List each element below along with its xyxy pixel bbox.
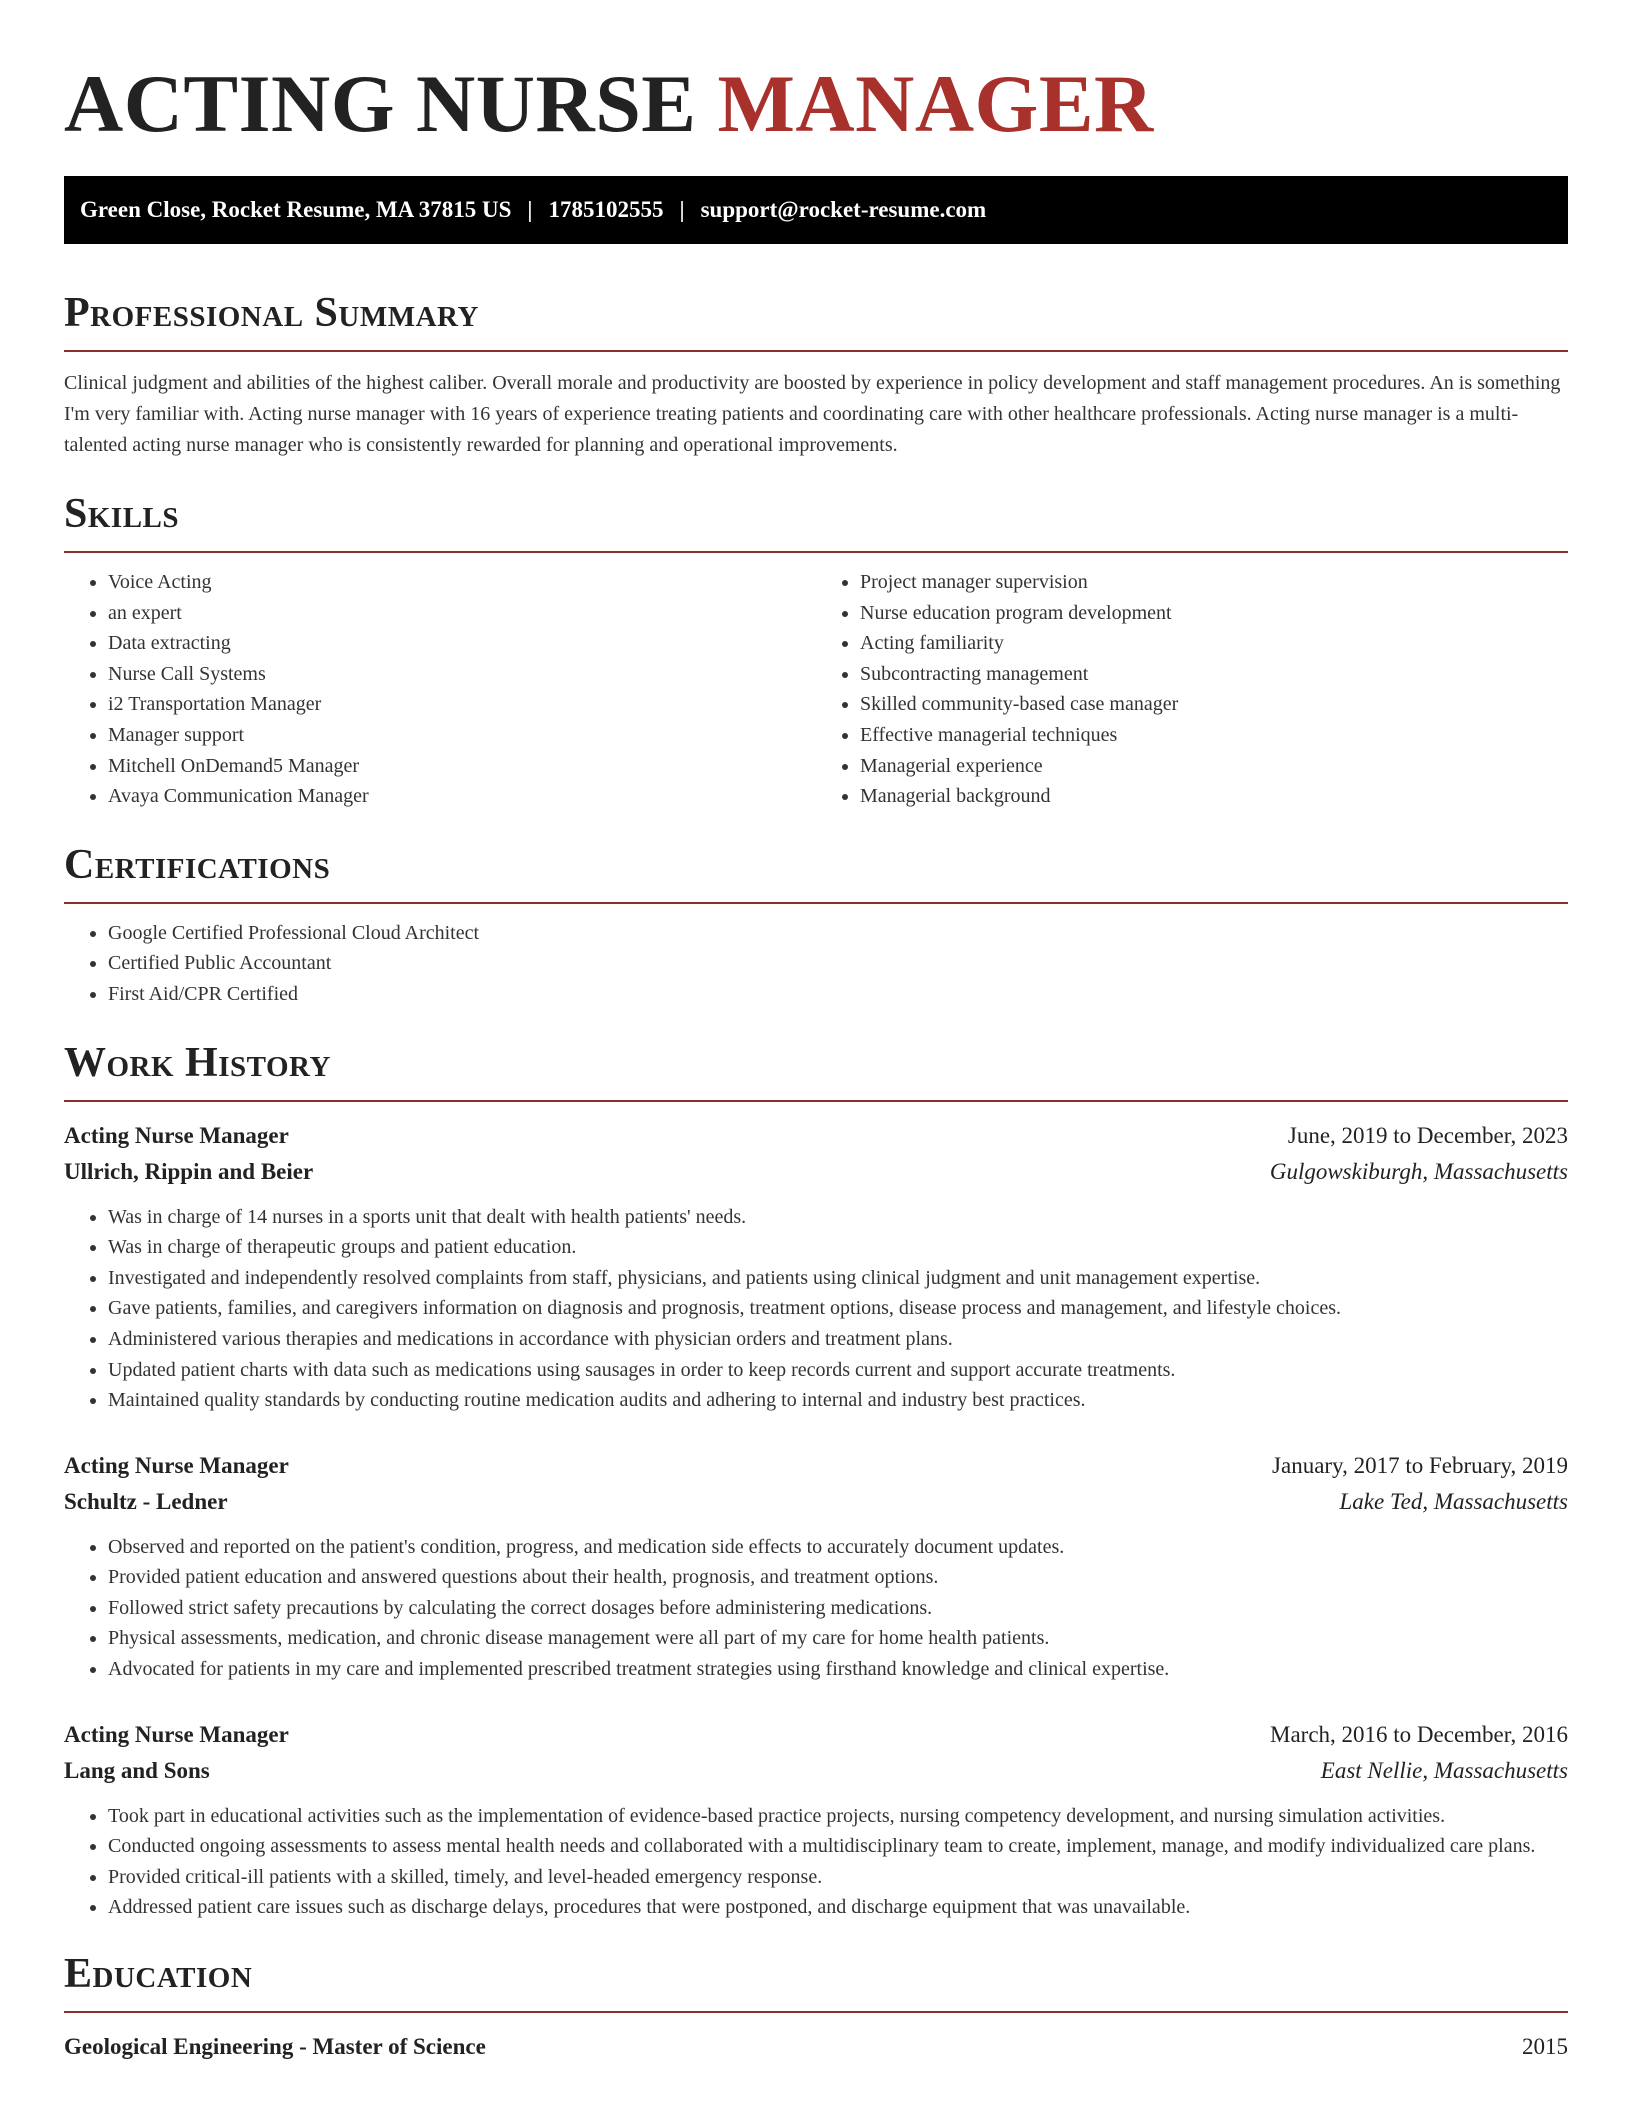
job-location: Gulgowskiburgh, Massachusetts	[1269, 1158, 1568, 1184]
skills-column-right	[816, 553, 1568, 812]
job-bullet: • Gave patients, families, and caregivers information on diagnosis and prognosis, treatment options, disease process and management, and lifestyle choices.	[108, 1293, 1568, 1324]
contact-address: Green Close, Rocket Resume, MA 37815 US	[80, 197, 512, 222]
contact-separator: |	[679, 197, 685, 222]
education-section	[64, 1949, 1568, 2065]
job-bullet: • Advocated for patients in my care and implemented prescribed treatment strategies using firsthand knowledge and clinical expertise.	[108, 1654, 1568, 1685]
skill-item: • Effective managerial techniques	[860, 720, 1568, 751]
job-company: Lang and Sons	[64, 1757, 210, 1783]
skill-item: • Data extracting	[108, 628, 816, 659]
job-bullets	[64, 1532, 1568, 1685]
job-entry	[64, 1717, 1568, 1923]
summary-text: Clinical judgment and abilities of the highest caliber. Overall morale and productivity are boosted by experience in policy development and staff management procedures. An is something I'm very familiar with. Acting nurse manager with 16 years of experience treating patients and coordinating care with other healthcare professionals. Acting nurse manager is a multi-talented acting nurse manager who is consistently rewarded for planning and operational improvements.	[64, 372, 1561, 456]
job-bullet: • Was in charge of 14 nurses in a sports unit that dealt with health patients' needs.	[108, 1202, 1568, 1233]
job-company: Schultz - Ledner	[64, 1488, 228, 1514]
job-entry	[64, 1448, 1568, 1685]
job-bullet: • Conducted ongoing assessments to assess mental health needs and collaborated with a multidisciplinary team to create, implement, manage, and modify individualized care plans.	[108, 1831, 1568, 1862]
job-dates: March, 2016 to December, 2016	[1270, 1721, 1568, 1747]
job-bullets	[64, 1202, 1568, 1416]
skill-item: • i2 Transportation Manager	[108, 689, 816, 720]
section-heading-certifications: Certifications	[64, 840, 1568, 904]
job-entry	[64, 1118, 1568, 1416]
skill-item: • Skilled community-based case manager	[860, 689, 1568, 720]
job-bullet: • Updated patient charts with data such as medications using sausages in order to keep records current and support accurate treatments.	[108, 1355, 1568, 1386]
skills-grid	[64, 553, 1568, 812]
skill-item: • Nurse education program development	[860, 598, 1568, 629]
skill-item: • Acting familiarity	[860, 628, 1568, 659]
section-heading-education: Education	[64, 1949, 1568, 2013]
summary-section	[64, 288, 1568, 461]
job-bullet: • Followed strict safety precautions by calculating the correct dosages before administering medications.	[108, 1593, 1568, 1624]
skill-item: • Mitchell OnDemand5 Manager	[108, 751, 816, 782]
contact-separator: |	[527, 197, 533, 222]
job-title: Acting Nurse Manager	[64, 1721, 289, 1747]
job-bullet: • Physical assessments, medication, and chronic disease management were all part of my care for home health patients.	[108, 1623, 1568, 1654]
job-dates: June, 2019 to December, 2023	[1287, 1122, 1568, 1148]
job-subheader-row	[64, 1753, 1568, 1789]
contact-email[interactable]: support@rocket-resume.com	[700, 197, 987, 222]
job-subheader-row	[64, 1154, 1568, 1190]
title-accent: MANAGER	[717, 58, 1154, 149]
skill-item: • Subcontracting management	[860, 659, 1568, 690]
skills-list-right	[816, 567, 1568, 812]
skill-item: • Managerial experience	[860, 751, 1568, 782]
title-main: ACTING NURSE	[64, 58, 697, 149]
certifications-section	[64, 840, 1568, 1010]
skill-item: • Voice Acting	[108, 567, 816, 598]
skill-item: • Project manager supervision	[860, 567, 1568, 598]
section-heading-skills: Skills	[64, 489, 1568, 553]
skill-item: • Avaya Communication Manager	[108, 781, 816, 812]
job-subheader-row	[64, 1484, 1568, 1520]
certifications-list	[64, 918, 1568, 1010]
work-history-section	[64, 1038, 1568, 1924]
job-bullets	[64, 1801, 1568, 1923]
certification-item: • Google Certified Professional Cloud Architect	[108, 918, 1568, 949]
job-bullet: • Administered various therapies and medications in accordance with physician orders and treatment plans.	[108, 1324, 1568, 1355]
education-row	[64, 2029, 1568, 2065]
job-dates: January, 2017 to February, 2019	[1272, 1452, 1568, 1478]
job-bullet: • Addressed patient care issues such as discharge delays, procedures that were postponed, and discharge equipment that was unavailable.	[108, 1892, 1568, 1923]
job-title: Acting Nurse Manager	[64, 1452, 289, 1478]
education-degree: Geological Engineering - Master of Science	[64, 2034, 486, 2060]
skills-section	[64, 489, 1568, 812]
skill-item: • Manager support	[108, 720, 816, 751]
job-bullet: • Provided patient education and answered questions about their health, prognosis, and treatment options.	[108, 1562, 1568, 1593]
contact-bar	[64, 176, 1568, 244]
education-year: 2015	[1522, 2034, 1568, 2060]
certification-item: • First Aid/CPR Certified	[108, 979, 1568, 1010]
job-bullet: • Investigated and independently resolved complaints from staff, physicians, and patients using clinical judgment and unit management expertise.	[108, 1263, 1568, 1294]
section-heading-summary: Professional Summary	[64, 288, 1568, 352]
job-location: Lake Ted, Massachusetts	[1339, 1488, 1568, 1514]
job-location: East Nellie, Massachusetts	[1320, 1757, 1568, 1783]
skill-item: • Managerial background	[860, 781, 1568, 812]
section-heading-work-history: Work History	[64, 1038, 1568, 1102]
job-header-row	[64, 1118, 1568, 1154]
contact-phone: 1785102555	[548, 197, 664, 222]
job-bullet: • Observed and reported on the patient's condition, progress, and medication side effects to accurately document updates.	[108, 1532, 1568, 1563]
skill-item: • an expert	[108, 598, 816, 629]
job-bullet: • Took part in educational activities such as the implementation of evidence-based practice projects, nursing competency development, and nursing simulation activities.	[108, 1801, 1568, 1832]
skills-column-left	[64, 553, 816, 812]
certification-item: • Certified Public Accountant	[108, 948, 1568, 979]
job-header-row	[64, 1717, 1568, 1753]
job-bullet: • Was in charge of therapeutic groups and patient education.	[108, 1232, 1568, 1263]
skills-list-left	[64, 567, 816, 812]
skill-item: • Nurse Call Systems	[108, 659, 816, 690]
job-bullet: • Maintained quality standards by conducting routine medication audits and adhering to internal and industry best practices.	[108, 1385, 1568, 1416]
job-bullet: • Provided critical-ill patients with a skilled, timely, and level-headed emergency response.	[108, 1862, 1568, 1893]
job-company: Ullrich, Rippin and Beier	[64, 1158, 314, 1184]
resume-title	[64, 0, 1568, 150]
job-header-row	[64, 1448, 1568, 1484]
job-title: Acting Nurse Manager	[64, 1122, 289, 1148]
